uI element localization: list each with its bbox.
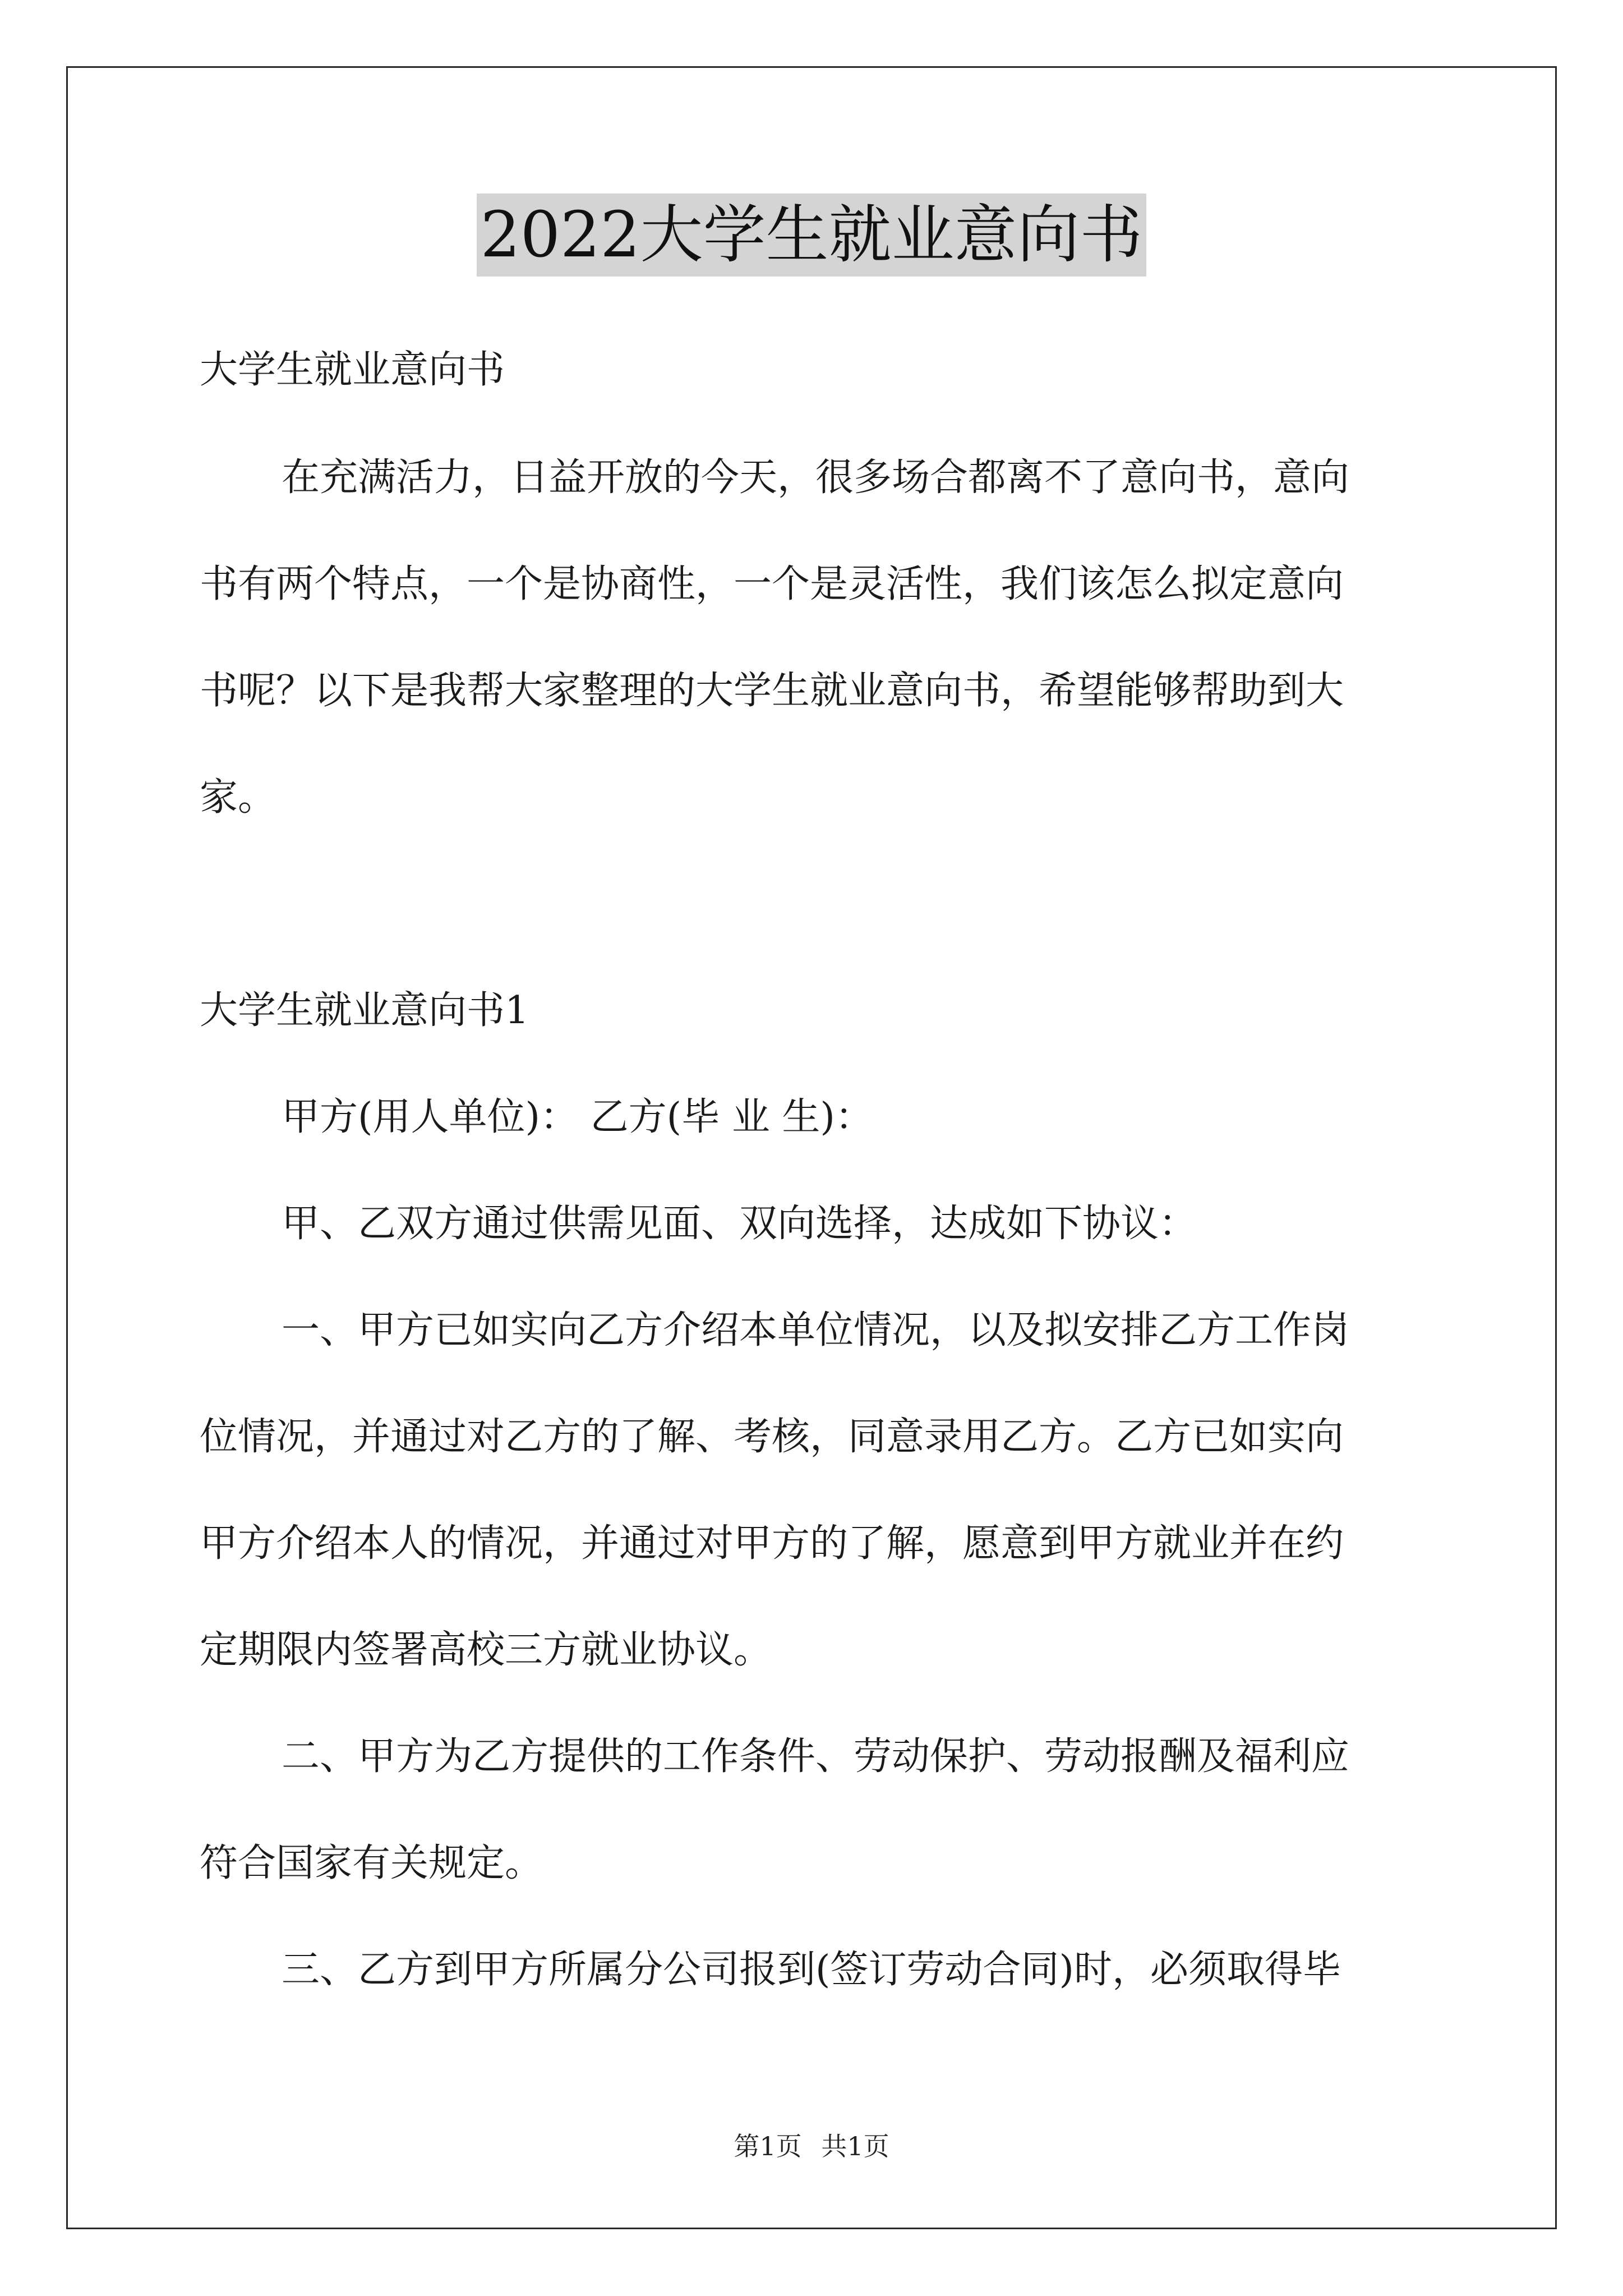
subtitle: 大学生就业意向书: [200, 348, 505, 392]
clause-1-line: 一、甲方已如实向乙方介绍本单位情况，以及拟安排乙方工作岗: [282, 1308, 1350, 1352]
page-footer: [0, 2129, 1623, 2163]
clause-3-line: 三、乙方到甲方所属分公司报到(签订劳动合同)时，必须取得毕: [282, 1948, 1341, 1992]
clause-1-line: 甲方介绍本人的情况，并通过对甲方的了解，愿意到甲方就业并在约: [200, 1521, 1344, 1566]
agreement-line: 甲、乙双方通过供需见面、双向选择，达成如下协议：: [282, 1202, 1197, 1246]
intro-line: 家。: [200, 775, 276, 820]
section-heading: 大学生就业意向书1: [200, 988, 529, 1033]
clause-1-line: 位情况，并通过对乙方的了解、考核，同意录用乙方。乙方已如实向: [200, 1415, 1344, 1459]
clause-2-line: 符合国家有关规定。: [200, 1841, 543, 1885]
title-container: [0, 194, 1623, 277]
clause-1-line: 定期限内签署高校三方就业协议。: [200, 1628, 772, 1672]
party-line: 甲方(用人单位)： 乙方(毕 业 生)：: [282, 1095, 873, 1139]
clause-2-line: 二、甲方为乙方提供的工作条件、劳动保护、劳动报酬及福利应: [282, 1734, 1350, 1779]
intro-line: 书呢？以下是我帮大家整理的大学生就业意向书，希望能够帮助到大: [200, 669, 1344, 713]
page-number: 第1页: [734, 2131, 802, 2161]
page-total: 共1页: [821, 2131, 889, 2161]
document-title: 2022大学生就业意向书: [477, 194, 1146, 277]
intro-line: 书有两个特点，一个是协商性，一个是灵活性，我们该怎么拟定意向: [200, 562, 1344, 606]
intro-line: 在充满活力，日益开放的今天，很多场合都离不了意向书，意向: [282, 455, 1350, 500]
